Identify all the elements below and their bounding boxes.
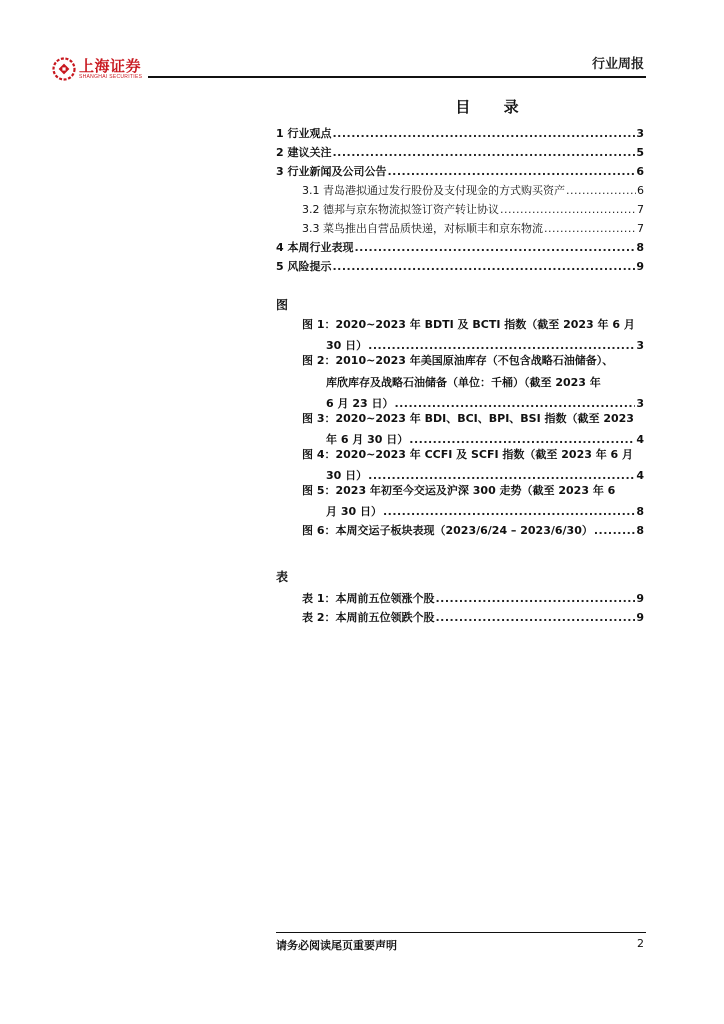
table-2-entry[interactable]: 表 2：本周前五位领跌个股 ..... 9 bbox=[302, 611, 644, 625]
logo-name-en: SHANGHAI SECURITIES bbox=[79, 73, 143, 80]
toc-entry-2[interactable]: 2 建议关注 ..... 5 bbox=[276, 146, 644, 160]
figure-3-title[interactable]: 图 3：2020~2023 年 BDI、BCI、BPI、BSI 指数（截至 2023 bbox=[302, 412, 634, 425]
header-divider bbox=[148, 76, 646, 78]
toc-entry-1[interactable]: 1 行业观点 ..... 3 bbox=[276, 127, 644, 141]
figure-4-entry[interactable]: 30 日） ..... 4 bbox=[326, 469, 644, 483]
toc-entry-5[interactable]: 5 风险提示 ..... 9 bbox=[276, 260, 644, 274]
figure-3-entry[interactable]: 年 6 月 30 日） ..... 4 bbox=[326, 433, 644, 447]
figure-5-title[interactable]: 图 5：2023 年初至今交运及沪深 300 走势（截至 2023 年 6 bbox=[302, 484, 616, 497]
toc-entry-3[interactable]: 3 行业新闻及公司公告 ..... 6 bbox=[276, 165, 644, 179]
report-type-label: 行业周报 bbox=[591, 57, 644, 72]
table-1-entry[interactable]: 表 1：本周前五位领涨个股 ..... 9 bbox=[302, 592, 644, 606]
figure-6-entry[interactable]: 图 6：本周交运子板块表现（2023/6/24 – 2023/6/30） ..... 8 bbox=[302, 524, 644, 538]
figure-1-title[interactable]: 图 1：2020~2023 年 BDTI 及 BCTI 指数（截至 2023 年 6 月 bbox=[302, 318, 635, 331]
logo-name-cn: 上海证券 bbox=[79, 56, 142, 75]
footer-divider bbox=[276, 932, 646, 933]
figure-1-entry[interactable]: 30 日） ..... 3 bbox=[326, 339, 644, 353]
toc-entry-3-3[interactable]: 3.3 菜鸟推出自营品质快递，对标顺丰和京东物流 ..... 7 bbox=[302, 222, 644, 236]
figure-5-entry[interactable]: 月 30 日） ..... 8 bbox=[326, 505, 644, 519]
figures-heading: 图 bbox=[276, 298, 289, 312]
toc-title: 目 录 bbox=[455, 98, 533, 116]
page-number: 2 bbox=[637, 937, 644, 950]
disclaimer-note: 请务必阅读尾页重要声明 bbox=[276, 939, 397, 952]
figure-2-title-cont[interactable]: 库欣库存及战略石油储备（单位：千桶）（截至 2023 年 bbox=[326, 376, 601, 389]
toc-entry-4[interactable]: 4 本周行业表现 ..... 8 bbox=[276, 241, 644, 255]
figure-2-title[interactable]: 图 2：2010~2023 年美国原油库存（不包含战略石油储备）、 bbox=[302, 354, 614, 367]
tables-heading: 表 bbox=[276, 570, 289, 584]
figure-4-title[interactable]: 图 4：2020~2023 年 CCFI 及 SCFI 指数（截至 2023 年 6 月 bbox=[302, 448, 634, 461]
figure-2-entry[interactable]: 6 月 23 日） ..... 3 bbox=[326, 397, 644, 411]
company-logo bbox=[52, 56, 142, 82]
shanghai-securities-logo-icon bbox=[52, 57, 76, 81]
toc-entry-3-1[interactable]: 3.1 青岛港拟通过发行股份及支付现金的方式购买资产 ..... 6 bbox=[302, 184, 644, 198]
toc-entry-3-2[interactable]: 3.2 德邦与京东物流拟签订资产转让协议 ..... 7 bbox=[302, 203, 644, 217]
